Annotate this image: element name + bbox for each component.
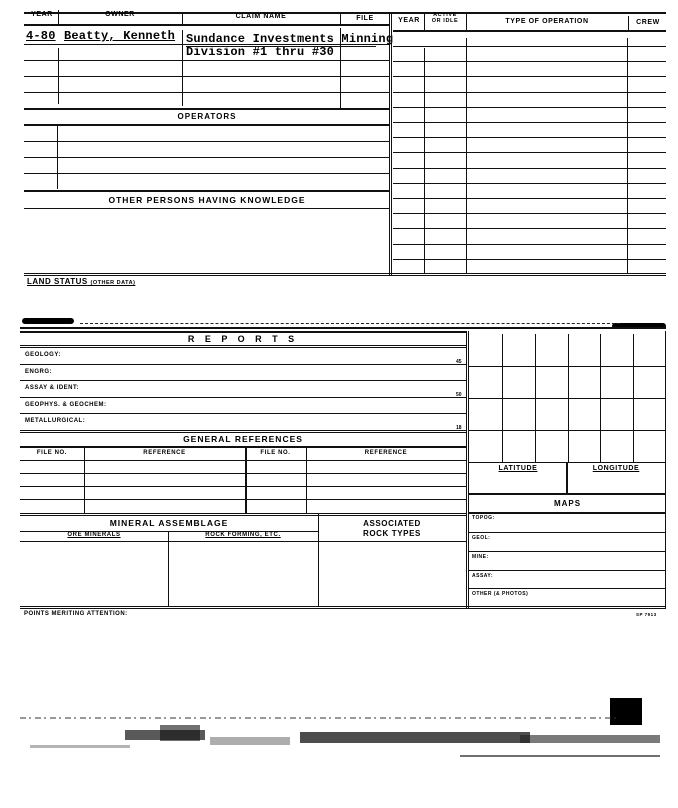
bottom-rule	[24, 273, 666, 276]
divider	[466, 14, 467, 30]
col-header-rock-forming: ROCK FORMING, ETC.	[205, 532, 281, 538]
row-line	[469, 512, 666, 514]
col-header-owner: OWNER	[105, 11, 135, 18]
row-line	[393, 213, 666, 214]
header-rule-right	[393, 30, 666, 32]
row-line	[393, 46, 666, 47]
row-line	[24, 157, 390, 158]
header-rule-left	[24, 24, 390, 26]
divider	[84, 447, 85, 513]
scan-noise	[0, 715, 678, 785]
typed-underline	[186, 46, 376, 47]
row-line	[469, 570, 666, 571]
divider	[466, 38, 467, 274]
divider	[245, 447, 247, 513]
divider	[57, 125, 58, 189]
land-status-text: LAND STATUS	[27, 277, 88, 286]
row-line	[24, 76, 390, 77]
row-line	[20, 380, 466, 381]
col-header-ore-minerals: ORE MINERALS	[67, 532, 121, 538]
row-line	[20, 541, 466, 542]
active-line1: ACTIVE	[433, 12, 457, 18]
scan-mark	[22, 318, 74, 324]
divider	[424, 14, 425, 30]
row-line	[393, 122, 666, 123]
row-line	[20, 513, 466, 516]
grid-line	[469, 430, 666, 431]
map-label-mine: MINE:	[472, 554, 489, 560]
row-line	[20, 499, 466, 500]
row-line	[469, 551, 666, 552]
noise-band	[30, 745, 130, 748]
row-line	[20, 364, 466, 365]
map-label-topog: TOPOG:	[472, 515, 495, 521]
reports-title: R E P O R T S	[187, 334, 299, 344]
entry-claim-name-line2: Division #1 thru #30	[186, 45, 335, 59]
points-meriting-attention-label: POINTS MERITING ATTENTION:	[24, 611, 128, 617]
row-line	[393, 168, 666, 169]
col-header-file-no-2: FILE NO.	[260, 450, 291, 456]
mineral-assemblage-title: MINERAL ASSEMBLAGE	[109, 518, 229, 528]
row-line	[20, 331, 466, 333]
latitude-label: LATITUDE	[498, 465, 538, 472]
report-number-assay: 50	[456, 392, 462, 398]
col-header-crew: CREW	[636, 19, 660, 26]
grid-line	[469, 366, 666, 367]
noise-band	[520, 735, 660, 743]
separator-line	[80, 323, 620, 324]
maps-title: MAPS	[553, 499, 582, 508]
active-line2: OR IDLE	[431, 18, 459, 24]
col-header-file-no-1: FILE NO.	[36, 450, 68, 456]
col-header-reference-1: REFERENCE	[143, 450, 186, 456]
row-line	[20, 473, 466, 474]
col-header-reference-2: REFERENCE	[364, 450, 408, 456]
form-number: SP 7913	[636, 612, 657, 617]
divider	[182, 30, 183, 106]
col-header-associated-rock-types	[318, 519, 466, 539]
entry-year: 4-80	[26, 29, 56, 43]
row-line	[393, 92, 666, 93]
divider	[627, 38, 628, 274]
associated-line2: ROCK TYPES	[362, 529, 421, 538]
row-line	[20, 486, 466, 487]
divider	[58, 10, 59, 24]
row-line	[24, 173, 390, 174]
report-label-engrg: ENGRG:	[25, 369, 52, 375]
map-label-assay: ASSAY:	[472, 573, 494, 579]
operators-title: OPERATORS	[177, 112, 237, 121]
divider	[182, 12, 183, 24]
row-line	[20, 413, 466, 414]
row-line	[24, 124, 390, 126]
row-line	[20, 446, 466, 448]
row-line	[393, 137, 666, 138]
other-persons-title: OTHER PERSONS HAVING KNOWLEDGE	[108, 195, 306, 205]
row-line	[393, 152, 666, 153]
row-line	[24, 60, 390, 61]
row-line	[24, 190, 390, 192]
longitude-label: LONGITUDE	[592, 465, 640, 472]
section-divider	[389, 12, 392, 275]
col-header-file: FILE	[356, 15, 374, 22]
noise-band	[460, 755, 660, 757]
row-line	[393, 244, 666, 245]
row-line	[393, 228, 666, 229]
land-status-label	[27, 277, 135, 286]
row-line	[393, 198, 666, 199]
row-line	[20, 397, 466, 398]
row-line	[24, 141, 390, 142]
col-header-year-right: YEAR	[398, 17, 420, 24]
row-line	[393, 259, 666, 260]
general-references-title: GENERAL REFERENCES	[183, 434, 303, 444]
map-label-geol: GEOL:	[472, 535, 491, 541]
report-number-metallurgical: 18	[456, 425, 462, 431]
row-line	[469, 588, 666, 589]
row-line	[469, 493, 666, 495]
report-label-assay: ASSAY & IDENT:	[25, 385, 80, 391]
col-header-year: YEAR	[31, 11, 53, 18]
associated-line1: ASSOCIATED	[363, 519, 421, 528]
row-line	[20, 460, 466, 461]
land-status-subtext: (OTHER DATA)	[90, 280, 136, 286]
row-line	[20, 606, 666, 609]
row-line	[20, 345, 466, 348]
row-line	[393, 61, 666, 62]
row-line	[24, 108, 390, 110]
map-label-other: OTHER (& PHOTOS)	[472, 591, 529, 597]
section-divider	[466, 331, 469, 608]
divider	[318, 514, 319, 606]
report-label-geology: GEOLOGY:	[25, 352, 61, 358]
divider	[628, 16, 629, 30]
col-header-claim-name: CLAIM NAME	[235, 13, 287, 20]
row-line	[393, 107, 666, 108]
row-line	[20, 430, 466, 433]
row-line	[24, 92, 390, 93]
divider	[58, 48, 59, 104]
divider	[168, 532, 169, 606]
noise-band	[300, 732, 530, 743]
row-line	[24, 208, 390, 209]
report-label-geophys: GEOPHYS. & GEOCHEM:	[25, 402, 107, 408]
grid-line	[469, 398, 666, 399]
divider	[566, 463, 568, 493]
divider	[306, 447, 307, 513]
entry-owner: Beatty, Kenneth	[64, 29, 176, 43]
col-header-type-of-operation: TYPE OF OPERATION	[505, 18, 589, 25]
report-number-geology: 45	[456, 359, 462, 365]
row-line	[469, 532, 666, 533]
col-header-active-idle	[424, 12, 466, 24]
row-line	[393, 183, 666, 184]
noise-band	[210, 737, 290, 745]
divider	[424, 48, 425, 274]
divider	[340, 12, 341, 24]
separator-line	[20, 327, 666, 329]
noise-band	[160, 725, 200, 741]
report-label-metallurgical: METALLURGICAL:	[25, 418, 86, 424]
row-line	[393, 76, 666, 77]
entry-claim-name-line1: Sundance Investments Minning	[186, 32, 394, 46]
